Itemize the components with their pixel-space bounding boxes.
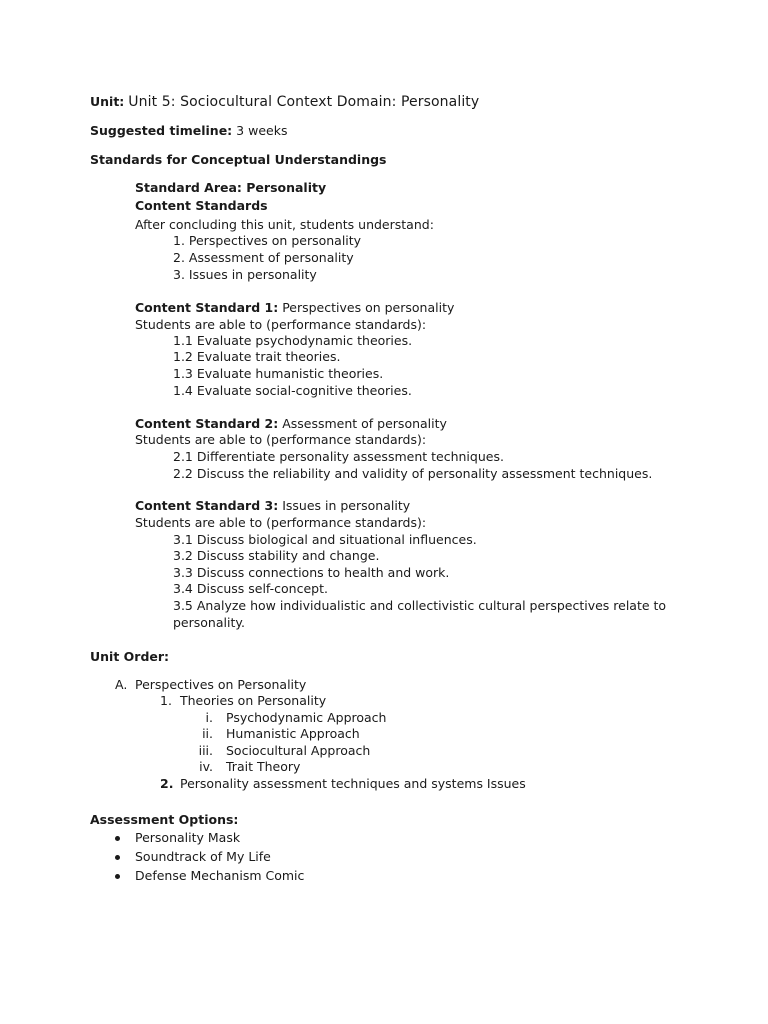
cs1-item: 1.3 Evaluate humanistic theories. — [173, 366, 384, 381]
intro-item: 2. Assessment of personality — [173, 250, 354, 265]
cs3-performance: Students are able to (performance standards): — [135, 515, 427, 530]
cs1-item: 1.4 Evaluate social-cognitive theories. — [173, 383, 412, 398]
outline-item-1: Theories on Personality — [180, 693, 327, 708]
cs1-label: Content Standard 1: — [135, 300, 279, 315]
cs1-performance: Students are able to (performance standards): — [135, 317, 427, 332]
roman-item: Psychodynamic Approach — [226, 710, 387, 725]
roman-marker: iv. — [199, 759, 213, 774]
roman-marker: ii. — [202, 726, 213, 741]
cs3-label: Content Standard 3: — [135, 498, 279, 513]
cs2-performance: Students are able to (performance standards): — [135, 432, 427, 447]
cs3-item: 3.2 Discuss stability and change. — [173, 548, 380, 563]
standards-heading: Standards for Conceptual Understandings — [90, 152, 387, 167]
cs2-label: Content Standard 2: — [135, 416, 279, 431]
outline-item-a: Perspectives on Personality — [135, 677, 307, 692]
bullet-icon — [115, 836, 120, 841]
timeline-label: Suggested timeline: — [90, 123, 233, 138]
roman-item: Sociocultural Approach — [226, 743, 371, 758]
cs1-title: Perspectives on personality — [282, 300, 455, 315]
roman-item: Humanistic Approach — [226, 726, 360, 741]
timeline-value: 3 weeks — [236, 123, 288, 138]
outline-marker-1: 1. — [160, 693, 172, 708]
assessment-heading: Assessment Options: — [90, 812, 239, 827]
cs1-item: 1.2 Evaluate trait theories. — [173, 349, 341, 364]
content-standard-1-heading — [135, 300, 454, 316]
content-standards-heading: Content Standards — [135, 198, 268, 213]
cs2-item: 2.2 Discuss the reliability and validity of personality assessment techniques. — [173, 466, 653, 481]
intro-item: 1. Perspectives on personality — [173, 233, 362, 248]
cs1-item: 1.1 Evaluate psychodynamic theories. — [173, 333, 413, 348]
assessment-item: Defense Mechanism Comic — [135, 868, 305, 883]
roman-marker: i. — [205, 710, 213, 725]
intro-item: 3. Issues in personality — [173, 267, 317, 282]
content-standard-3-heading — [135, 498, 410, 514]
unit-value: Unit 5: Sociocultural Context Domain: Personality — [128, 94, 480, 110]
cs3-title: Issues in personality — [282, 498, 411, 513]
assessment-item: Soundtrack of My Life — [135, 849, 271, 864]
outline-marker-2: 2. — [160, 776, 174, 791]
intro-text: After concluding this unit, students understand: — [135, 217, 434, 232]
cs3-item: 3.1 Discuss biological and situational influences. — [173, 532, 477, 547]
roman-marker: iii. — [198, 743, 213, 758]
standard-area: Standard Area: Personality — [135, 180, 327, 195]
unit-line — [90, 94, 479, 110]
assessment-item: Personality Mask — [135, 830, 241, 845]
cs3-item: 3.3 Discuss connections to health and work. — [173, 565, 450, 580]
roman-item: Trait Theory — [226, 759, 301, 774]
bullet-icon — [115, 855, 120, 860]
outline-item-2: Personality assessment techniques and systems Issues — [180, 776, 526, 791]
bullet-icon — [115, 874, 120, 879]
cs3-item-continuation: personality. — [173, 615, 245, 630]
cs3-item: 3.4 Discuss self-concept. — [173, 581, 328, 596]
timeline-line — [90, 123, 287, 139]
cs3-item: 3.5 Analyze how individualistic and collectivistic cultural perspectives relate to — [173, 598, 667, 613]
content-standard-2-heading — [135, 416, 447, 432]
outline-marker-a: A. — [115, 677, 128, 692]
unit-label: Unit: — [90, 94, 125, 109]
unit-order-heading: Unit Order: — [90, 649, 170, 664]
cs2-item: 2.1 Differentiate personality assessment techniques. — [173, 449, 504, 464]
cs2-title: Assessment of personality — [282, 416, 447, 431]
